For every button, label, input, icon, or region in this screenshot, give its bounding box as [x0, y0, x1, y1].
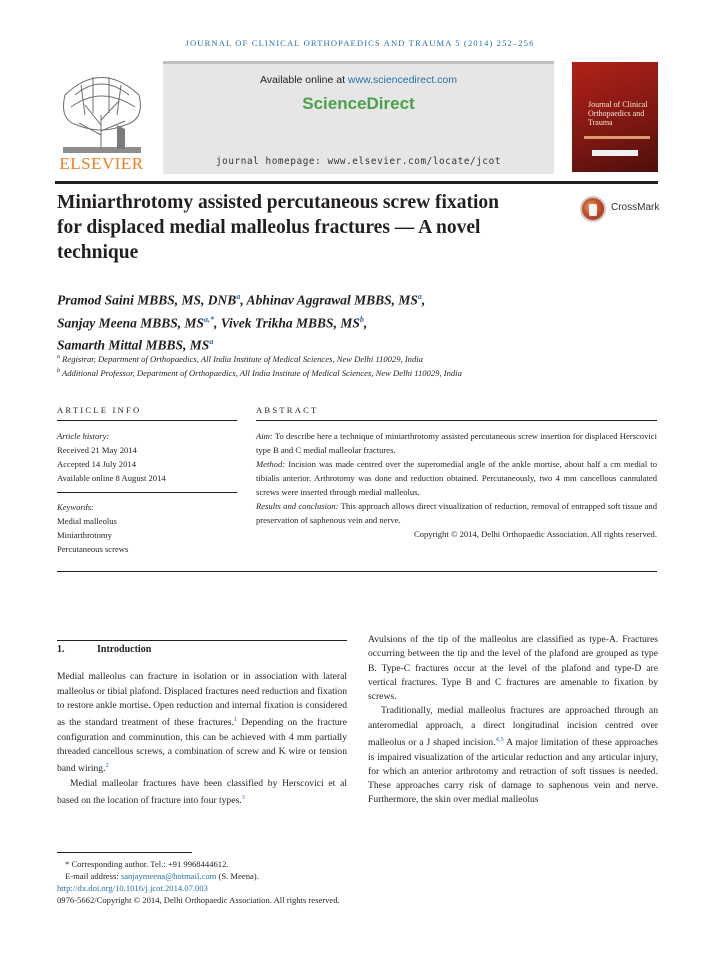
header-rule [55, 181, 658, 184]
email-suffix: (S. Meena). [216, 871, 259, 881]
online-date: Available online 8 August 2014 [57, 473, 166, 483]
body-column-right [368, 633, 658, 808]
aim-label: Aim: [256, 431, 273, 441]
email-line [57, 870, 457, 882]
keyword: Medial malleolus [57, 516, 117, 526]
footnote-rule [57, 852, 192, 853]
paragraph-text: A major limitation of these approaches is impaired visualization of the articular reduction and any articular injury, for which an anterior arthrotomy and retraction of soft tissues is needed. These approaches carry risk of damage to saphenous vein and nerve. Furthermore, the skin over medial malleolus [368, 737, 658, 806]
aim-text: To describe here a technique of miniarthrotomy assisted percutaneous screw insertion for displaced Herscovici type B and C medial malleolar fractures. [256, 431, 657, 455]
paragraph-text: Traditionally, medial malleolus fractures are approached through an anteromedial approach, a direct longitudinal incision centred over malleolus or a J shaped incision. [368, 705, 658, 749]
citation-link[interactable]: 2 [105, 762, 109, 770]
crossmark-icon [580, 196, 606, 222]
affil-text: Additional Professor, Department of Orthopaedics, All India Institute of Medical Sciences, New Delhi 110029, India [60, 367, 462, 378]
received-date: Received 21 May 2014 [57, 445, 137, 455]
author-name: Samarth Mittal MBBS, MS [57, 337, 210, 353]
info-divider [57, 492, 237, 493]
keywords-label: Keywords: [57, 502, 94, 512]
paragraph-text: Medial malleolar fractures have been classified by Herscovici et al based on the location of fracture into four types. [57, 777, 347, 807]
header-box [163, 61, 554, 174]
author-name: Sanjay Meena MBBS, MS [57, 315, 205, 330]
section-title: Introduction [97, 644, 152, 655]
results-text: This approach allows direct visualization of reduction, removal of entrapped soft tissue and preservation of saphenous vein and nerve. [256, 501, 657, 525]
email-link[interactable]: sanjaymeena@hotmail.com [120, 871, 217, 881]
article-info [57, 429, 237, 556]
author-name: Pramod Saini MBBS, MS, DNB [57, 292, 237, 308]
author-name: , Abhinav Aggrawal MBBS, MS [240, 292, 418, 308]
keyword: Miniarthrotomy [57, 530, 112, 540]
running-head: JOURNAL OF CLINICAL ORTHOPAEDICS AND TRAUMA 5 (2014) 252–256 [185, 38, 535, 48]
crossmark-button[interactable] [580, 196, 670, 222]
cover-stripe [584, 136, 650, 139]
issn-line: 0976-5662/Copyright © 2014, Delhi Orthopaedic Association. All rights reserved. [57, 895, 340, 905]
method-label: Method: [256, 459, 286, 469]
paragraph-text: Depending on the fracture configuration and comminution, this can be achieved with 4 mm partially threaded cancellous screws, a combination of screw and K wire or tension band wiring. [57, 717, 347, 775]
method-text: Incision was made centred over the superomedial angle of the ankle mortise, about half a cm medial to tibialis anterior. Arthrotomy was done and reduction obtained. Percutaneously, two 4 mm cancellous cannulated screws were inserted through medial malleolus. [256, 459, 657, 497]
keyword: Percutaneous screws [57, 544, 129, 554]
paragraph [57, 670, 347, 776]
author-list [57, 287, 657, 355]
citation-link[interactable]: 4,5 [495, 736, 504, 744]
results-label: Results and conclusion: [256, 501, 339, 511]
accepted-date: Accepted 14 July 2014 [57, 459, 136, 469]
elsevier-wordmark: ELSEVIER [59, 154, 144, 173]
doi-line [57, 882, 457, 894]
paragraph-text: Medial malleolus can fracture in isolation or in association with lateral malleolus or tibial plafond. Displaced fractures need reduction and fixation to restore ankle mortise. Open reduction and internal fixation is considered as the standard treatment of these fractures. [57, 671, 347, 729]
author-line-2 [57, 310, 657, 333]
citation-link[interactable]: 1 [233, 716, 238, 724]
abstract-heading: ABSTRACT [256, 405, 319, 415]
affil-text: Registrar, Department of Orthopaedics, All India Institute of Medical Sciences, New Delhi 110029, India [60, 353, 423, 364]
article-info-heading: ARTICLE INFO [57, 405, 142, 415]
separator: , [421, 292, 426, 308]
author-affil-sup[interactable]: a [236, 292, 241, 301]
cover-label [592, 150, 638, 156]
paragraph: Avulsions of the tip of the malleolus are classified as type-A. Fractures occurring between the tip and the level of the plafond are grouped as type B. Type-C fractures occur at the level of the plafond and type-D are vertical fractures. Type B and C fractures are amenable to fixation by screws. [368, 634, 658, 703]
history-label: Article history: [57, 431, 110, 441]
abstract-method [256, 457, 657, 499]
abstract-copyright: Copyright © 2014, Delhi Orthopaedic Association. All rights reserved. [413, 529, 657, 539]
abstract-results [256, 499, 657, 527]
paragraph [368, 704, 658, 807]
section-number: 1. [57, 644, 65, 655]
abstract-body [256, 429, 657, 541]
crossmark-label: CrossMark [611, 202, 660, 213]
journal-homepage[interactable]: journal homepage: www.elsevier.com/locate/jcot [215, 156, 502, 167]
available-prefix: Available online at [259, 74, 348, 86]
citation-link[interactable]: 3 [241, 794, 245, 802]
cover-title: Journal of Clinical Orthopaedics and Trauma [588, 100, 648, 127]
author-affil-sup[interactable]: a [417, 292, 422, 301]
section-rule [57, 640, 347, 641]
journal-cover-image [572, 62, 658, 172]
author-name: , Vivek Trikha MBBS, MS [214, 315, 360, 330]
doi-link[interactable]: http://dx.doi.org/10.1016/j.jcot.2014.07.003 [57, 883, 208, 893]
sciencedirect-link[interactable]: www.sciencedirect.com [347, 74, 458, 86]
separator: , [363, 315, 368, 330]
affil-marker: a [57, 354, 60, 360]
affiliation-a [57, 351, 667, 365]
article-title: Miniarthrotomy assisted percutaneous screw fixation for displaced medial malleolus fractures — A novel technique [57, 192, 499, 263]
abstract-end-rule [57, 571, 657, 572]
author-line-1 [57, 287, 657, 310]
email-label: E-mail address: [65, 871, 121, 881]
paragraph [57, 777, 347, 809]
corresponding-author: * Corresponding author. Tel.: +91 9968444612. [65, 859, 229, 869]
author-affil-sup[interactable]: b [359, 314, 364, 324]
affil-marker: b [57, 367, 60, 374]
abstract-aim [256, 429, 657, 457]
affiliations [57, 351, 667, 379]
abstract-rule [256, 420, 657, 421]
author-affil-sup[interactable]: a [209, 337, 214, 346]
body-column-left [57, 640, 347, 809]
available-online [163, 74, 554, 86]
info-rule [57, 420, 237, 421]
section-heading [57, 643, 347, 657]
footnotes [57, 858, 457, 906]
affiliation-b [57, 365, 667, 379]
sciencedirect-logo[interactable]: ScienceDirect [302, 94, 415, 113]
author-affil-sup[interactable]: a,* [204, 314, 215, 324]
journal-masthead [55, 61, 658, 174]
